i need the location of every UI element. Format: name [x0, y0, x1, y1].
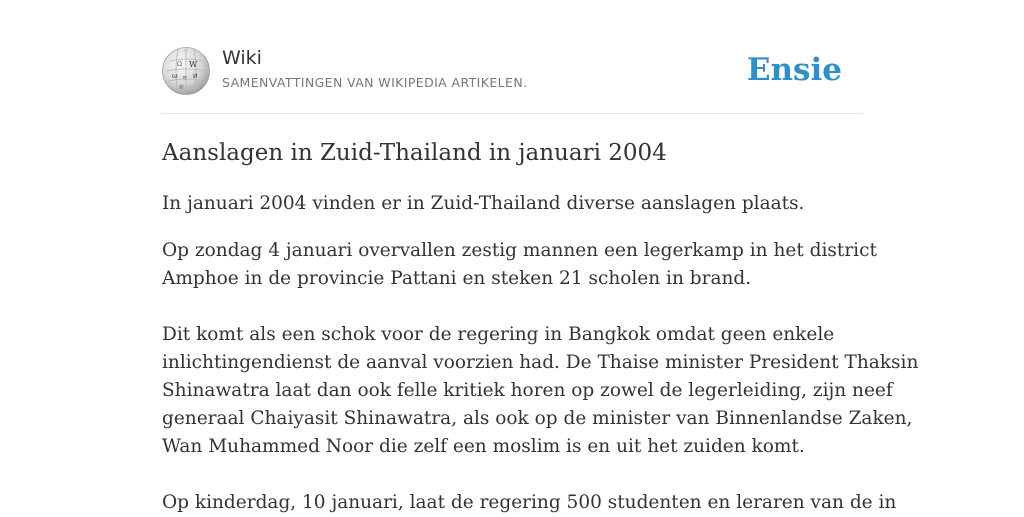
article-lead: In januari 2004 vinden er in Zuid-Thailand diverse aanslagen plaats. — [162, 193, 805, 214]
site-name[interactable]: Wiki — [222, 47, 262, 69]
article-body — [162, 237, 919, 517]
globe-glyph-devanagari: ग — [183, 75, 187, 82]
paragraph-2-line-5: Wan Muhammed Noor die zelf een moslim is en uit het zuiden komt. — [162, 436, 805, 457]
article-title: Aanslagen in Zuid-Thailand in januari 2004 — [162, 140, 667, 166]
wikipedia-globe-icon[interactable] — [162, 47, 210, 95]
paragraph-1-line-1: Op zondag 4 januari overvallen zestig mannen een legerkamp in het district — [162, 240, 877, 261]
paragraph-2-line-3: Shinawatra laat dan ook felle kritiek horen op zowel de legerleiding, zijn neef — [162, 380, 893, 401]
paragraph-2-line-1: Dit komt als een schok voor de regering in Bangkok omdat geen enkele — [162, 324, 835, 345]
paragraph-1-line-2: Amphoe in de provincie Pattani en steken 21 scholen in brand. — [162, 268, 752, 289]
globe-glyph-cyrillic: И — [193, 73, 198, 80]
globe-glyph-w: W — [189, 60, 198, 69]
globe-glyph-omega: Ω — [177, 61, 182, 68]
paragraph-gap — [162, 293, 862, 321]
paragraph-3-line-1: Op kinderdag, 10 januari, laat de regering 500 studenten en leraren van de in — [162, 492, 897, 513]
page — [162, 0, 919, 513]
brand-logo-link[interactable]: Ensie — [746, 52, 842, 88]
paragraph-2-line-2: inlichtingendienst de aanval voorzien had. De Thaise minister President Thaksin — [162, 352, 919, 373]
site-tagline: SAMENVATTINGEN VAN WIKIPEDIA ARTIKELEN. — [222, 75, 528, 90]
site-header — [162, 0, 862, 114]
globe-glyph-cjk: 維 — [179, 85, 185, 91]
globe-glyph-small-omega: ω — [172, 72, 178, 80]
paragraph-gap — [162, 461, 862, 489]
paragraph-2-line-4: generaal Chaiyasit Shinawatra, als ook op de minister van Binnenlandse Zaken, — [162, 408, 913, 429]
